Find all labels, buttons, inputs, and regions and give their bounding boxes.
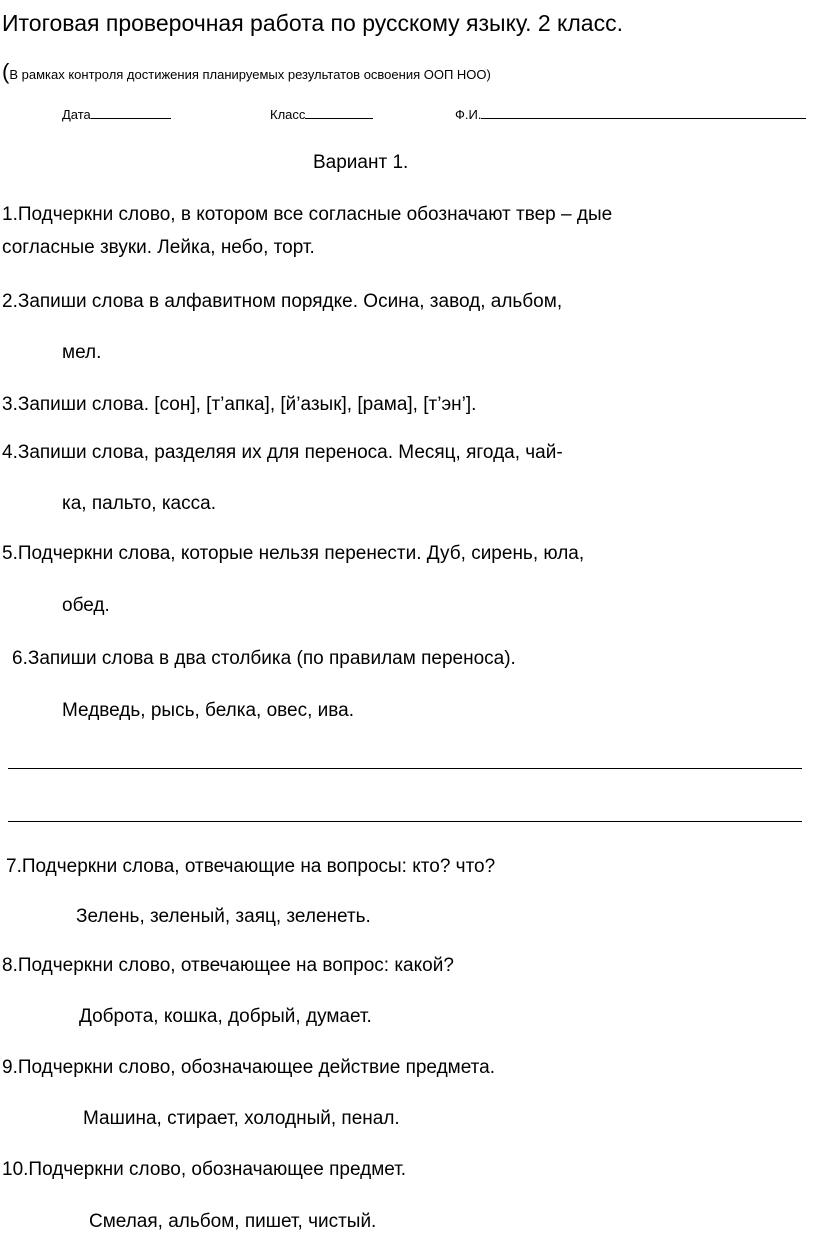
subtitle-paren: ( [2, 59, 10, 84]
task-8-line-1: 8.Подчеркни слово, отвечающее на вопрос: какой? [2, 955, 454, 976]
subtitle [2, 60, 491, 87]
task-2-line-2: мел. [62, 342, 102, 363]
class-field[interactable] [270, 106, 373, 124]
task-2-line-1: 2.Запиши слова в алфавитном порядке. Осина, завод, альбом, [2, 291, 563, 312]
task-6-line-2: Медведь, рысь, белка, овес, ива. [62, 700, 354, 721]
task-3-line-1: 3.Запиши слова. [сон], [т’апка], [й’азык], [рама], [т’эн’]. [2, 394, 477, 415]
date-field[interactable] [62, 106, 171, 124]
task-7-line-1: 7.Подчеркни слова, отвечающие на вопросы: кто? что? [6, 856, 496, 877]
task-10-line-2: Смелая, альбом, пишет, чистый. [89, 1211, 377, 1232]
task-6-line-1: 6.Запиши слова в два столбика (по правилам переноса). [12, 648, 516, 669]
variant-heading: Вариант 1. [313, 152, 409, 173]
task-1-line-1: 1.Подчеркни слово, в котором все согласные обозначают твер – дые [2, 204, 613, 225]
name-label: Ф.И. [455, 107, 482, 122]
answer-line-2[interactable] [8, 821, 802, 822]
name-blank[interactable] [481, 106, 806, 119]
task-5-line-1: 5.Подчеркни слова, которые нельзя перенести. Дуб, сирень, юла, [2, 543, 585, 564]
task-7-line-2: Зелень, зеленый, заяц, зеленеть. [76, 906, 371, 927]
date-blank[interactable] [91, 106, 171, 119]
task-9-line-1: 9.Подчеркни слово, обозначающее действие предмета. [2, 1057, 495, 1078]
task-5-line-2: обед. [62, 595, 110, 616]
name-field[interactable] [455, 106, 806, 124]
page-title: Итоговая проверочная работа по русскому языку. 2 класс. [2, 10, 623, 36]
class-label: Класс [270, 107, 306, 122]
task-9-line-2: Машина, стирает, холодный, пенал. [83, 1108, 400, 1129]
task-10-line-1: 10.Подчеркни слово, обозначающее предмет. [2, 1159, 407, 1180]
date-label: Дата [62, 107, 91, 122]
task-4-line-1: 4.Запиши слова, разделяя их для переноса. Месяц, ягода, чай- [2, 442, 563, 463]
class-blank[interactable] [305, 106, 373, 119]
task-4-line-2: ка, пальто, касса. [62, 493, 216, 514]
task-8-line-2: Доброта, кошка, добрый, думает. [79, 1006, 372, 1027]
answer-line-1[interactable] [8, 768, 802, 769]
task-1-line-2: согласные звуки. Лейка, небо, торт. [2, 237, 315, 258]
subtitle-text: В рамках контроля достижения планируемых результатов освоения ООП НОО) [9, 67, 491, 82]
